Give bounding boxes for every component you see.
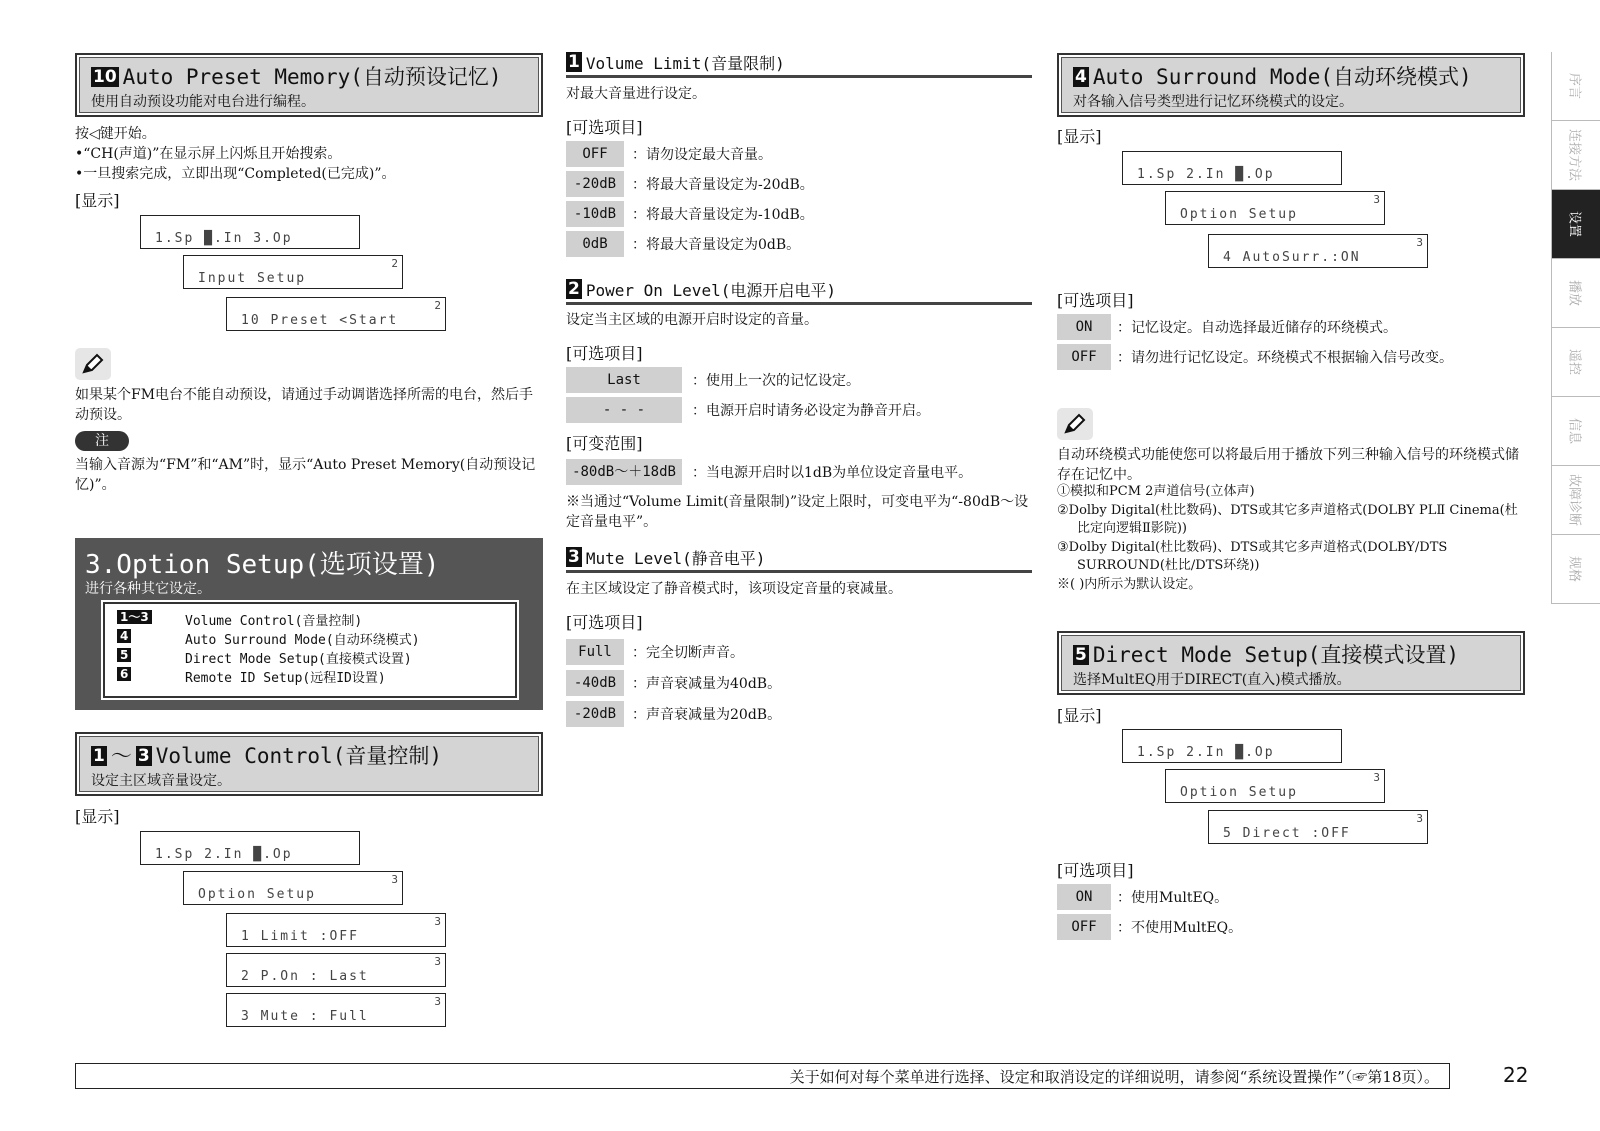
option-key: ON [1057, 884, 1111, 910]
option-key: 0dB [566, 231, 624, 257]
subsection-title-mute-level: 3 Mute Level(静音电平) [566, 546, 1032, 573]
menu-item-label: Volume Control(音量控制) [185, 614, 363, 629]
option-desc: ：将最大音量设定为-20dB。 [632, 177, 814, 193]
page-number: 22 [1503, 1063, 1529, 1087]
chapter-tab[interactable] [1551, 466, 1600, 535]
list-item: ③Dolby Digital(杜比数码)、DTS或其它多声道格式(DOLBY/DTS SURROUND(杜比/DTS环绕)) [1057, 540, 1448, 573]
section-number: 3 [137, 746, 150, 766]
option-desc: ：不使用MultEQ。 [1117, 920, 1243, 936]
chapter-tab-label: 故障诊断 [1566, 473, 1582, 527]
chapter-tab-label: 序言 [1566, 72, 1582, 100]
display-label: [显示] [1057, 706, 1102, 725]
footnote: ※当通过“Volume Limit(音量限制)”设定上限时，可变电平为“-80dB～设定音量电平”。 [566, 494, 1029, 530]
menu-item [117, 667, 386, 686]
chapter-header-option-setup [75, 538, 543, 710]
section-header-auto-surround [1057, 53, 1525, 117]
section-number: 10 [93, 67, 117, 87]
lcd-display: 3 Mute : Full 3 [226, 993, 446, 1027]
option-key: OFF [1057, 914, 1111, 940]
chapter-tab[interactable] [1551, 328, 1600, 397]
option-desc: ：请勿设定最大音量。 [632, 147, 772, 163]
section-title: Volume Control(音量控制) [155, 744, 442, 768]
option-desc: ：声音衰减量为20dB。 [632, 707, 782, 723]
range-tilde: ～ [110, 744, 132, 768]
option-desc: ：电源开启时请务必设定为静音开启。 [692, 403, 930, 419]
subsection-desc: 设定当主区域的电源开启时设定的音量。 [566, 312, 818, 328]
range-label: [可变范围] [566, 434, 643, 453]
option-key: -40dB [566, 670, 624, 696]
section-number: 1 [93, 746, 105, 766]
option-desc: ：将最大音量设定为0dB。 [632, 237, 801, 253]
lcd-display: 1.Sp 2.In █.Op [1122, 151, 1342, 185]
chapter-tabs [1551, 52, 1600, 604]
section-header-auto-preset [75, 53, 543, 117]
option-key: OFF [566, 141, 624, 167]
chapter-tab-label: 信息 [1566, 417, 1582, 445]
subsection-title-power-on-level: 2 Power On Level(电源开启电平) [566, 278, 1032, 305]
lcd-display: 5 Direct :OFF 3 [1208, 810, 1428, 844]
section-subtitle: 选择MultEQ用于DIRECT(直入)模式播放。 [1073, 672, 1351, 688]
lcd-display: Option Setup 3 [1165, 769, 1385, 803]
lcd-display: 1 Limit :OFF 3 [226, 913, 446, 947]
note-text: 自动环绕模式功能使您可以将最后用于播放下列三种输入信号的环绕模式储存在记忆中。 [1057, 447, 1519, 483]
option-desc: ：将最大音量设定为-10dB。 [632, 207, 814, 223]
option-key: -10dB [566, 201, 624, 227]
section-title: Auto Surround Mode(自动环绕模式) [1092, 65, 1472, 89]
options-label: [可选项目] [566, 613, 643, 632]
menu-item-number: 4 [117, 629, 131, 643]
section-number: 5 [1075, 645, 1087, 665]
display-label: [显示] [1057, 127, 1102, 146]
display-label: [显示] [75, 807, 120, 826]
section-subtitle: 使用自动预设功能对电台进行编程。 [91, 94, 315, 110]
footer-bar [75, 1063, 1450, 1089]
subsection-desc: 对最大音量进行设定。 [566, 86, 706, 102]
list-item: ②Dolby Digital(杜比数码)、DTS或其它多声道格式(DOLBY PLⅡ Cinema(杜比定向逻辑Ⅱ影院)) [1057, 503, 1518, 536]
pencil-icon [1057, 408, 1093, 440]
option-key: - - - [566, 397, 682, 423]
instruction-text: •“CH(声道)”在显示屏上闪烁且开始搜索。 [75, 146, 342, 162]
lcd-display: 1.Sp █.In 3.Op [140, 215, 360, 249]
range-desc: ：当电源开启时以1dB为单位设定音量电平。 [692, 465, 973, 481]
lcd-display: 4 AutoSurr.:ON 3 [1208, 234, 1428, 268]
menu-item [117, 629, 420, 648]
list-item: ※( )内所示为默认设定。 [1057, 577, 1202, 592]
option-key: -20dB [566, 171, 624, 197]
chapter-tab-label: 规格 [1566, 555, 1582, 583]
menu-item [117, 610, 363, 629]
option-desc: ：使用MultEQ。 [1117, 890, 1229, 906]
options-label: [可选项目] [1057, 291, 1134, 310]
chapter-tab-label: 遥控 [1566, 348, 1582, 376]
subsection-title-volume-limit: 1 Volume Limit(音量限制) [566, 51, 1032, 78]
subsection-desc: 在主区域设定了静音模式时，该项设定音量的衰减量。 [566, 581, 902, 597]
range-value: -80dB～＋18dB [566, 459, 682, 485]
chapter-tab[interactable] [1551, 121, 1600, 190]
lcd-display: 1.Sp 2.In █.Op [140, 831, 360, 865]
option-key: ON [1057, 314, 1111, 340]
option-key: OFF [1057, 344, 1111, 370]
note-text: 如果某个FM电台不能自动预设，请通过手动调谐选择所需的电台，然后手动预设。 [75, 387, 534, 423]
option-desc: ：使用上一次的记忆设定。 [692, 373, 860, 389]
menu-item [117, 648, 412, 667]
section-header-direct-mode [1057, 631, 1525, 695]
section-subtitle: 对各输入信号类型进行记忆环绕模式的设定。 [1073, 94, 1353, 110]
option-desc: ：请勿进行记忆设定。环绕模式不根据输入信号改变。 [1117, 350, 1453, 366]
section-title: Direct Mode Setup(直接模式设置) [1092, 643, 1460, 667]
option-key: -20dB [566, 701, 624, 727]
lcd-display: Option Setup 3 [183, 871, 403, 905]
chapter-title: 3.Option Setup(选项设置) [85, 550, 440, 580]
chapter-tab[interactable] [1551, 52, 1600, 121]
option-key: Full [566, 639, 624, 665]
lcd-display: Input Setup 2 [183, 255, 403, 289]
menu-item-label: Remote ID Setup(远程ID设置) [185, 671, 386, 686]
menu-item-number: 5 [117, 648, 131, 662]
lcd-display: 1.Sp 2.In █.Op [1122, 729, 1342, 763]
menu-item-number: 6 [117, 667, 131, 681]
menu-item-label: Auto Surround Mode(自动环绕模式) [185, 633, 420, 648]
lcd-display: 2 P.On : Last 3 [226, 953, 446, 987]
instruction-text: 按◁键开始。 [75, 126, 156, 142]
chapter-subtitle: 进行各种其它设定。 [85, 581, 211, 597]
caution-text: 当输入音源为“FM”和“AM”时，显示“Auto Preset Memory(自动预设记忆)”。 [75, 457, 536, 493]
menu-item-label: Direct Mode Setup(直接模式设置) [185, 652, 412, 667]
pencil-icon [75, 348, 111, 380]
display-label: [显示] [75, 191, 120, 210]
option-key: Last [566, 367, 682, 393]
lcd-display: 10 Preset <Start 2 [226, 297, 446, 331]
footer-text: 关于如何对每个菜单进行选择、设定和取消设定的详细说明，请参阅“系统设置操作”（☞第18页）。 [789, 1068, 1439, 1086]
menu-item-number: 1～3 [117, 610, 152, 624]
options-label: [可选项目] [1057, 861, 1134, 880]
option-desc: ：记忆设定。自动选择最近储存的环绕模式。 [1117, 320, 1397, 336]
chapter-tab[interactable] [1551, 535, 1600, 604]
instruction-text: •一旦搜索完成，立即出现“Completed(已完成)”。 [75, 166, 396, 182]
section-number: 4 [1075, 67, 1087, 87]
list-item: ①模拟和PCM 2声道信号(立体声) [1057, 484, 1255, 499]
chapter-menu [103, 602, 517, 698]
section-subtitle: 设定主区域音量设定。 [91, 773, 231, 789]
options-label: [可选项目] [566, 118, 643, 137]
chapter-tab[interactable] [1551, 397, 1600, 466]
chapter-tab-label: 连接方法 [1566, 128, 1582, 182]
chapter-tab-label: 播放 [1566, 279, 1582, 307]
chapter-tab[interactable] [1551, 190, 1600, 259]
chapter-tab-label: 设置 [1566, 210, 1582, 238]
option-desc: ：完全切断声音。 [632, 645, 744, 661]
section-title: Auto Preset Memory(自动预设记忆) [122, 65, 502, 89]
options-label: [可选项目] [566, 344, 643, 363]
lcd-display: Option Setup 3 [1165, 191, 1385, 225]
caution-badge: 注 [75, 431, 129, 451]
chapter-tab[interactable] [1551, 259, 1600, 328]
section-header-volume-control [75, 732, 543, 796]
option-desc: ：声音衰减量为40dB。 [632, 676, 782, 692]
